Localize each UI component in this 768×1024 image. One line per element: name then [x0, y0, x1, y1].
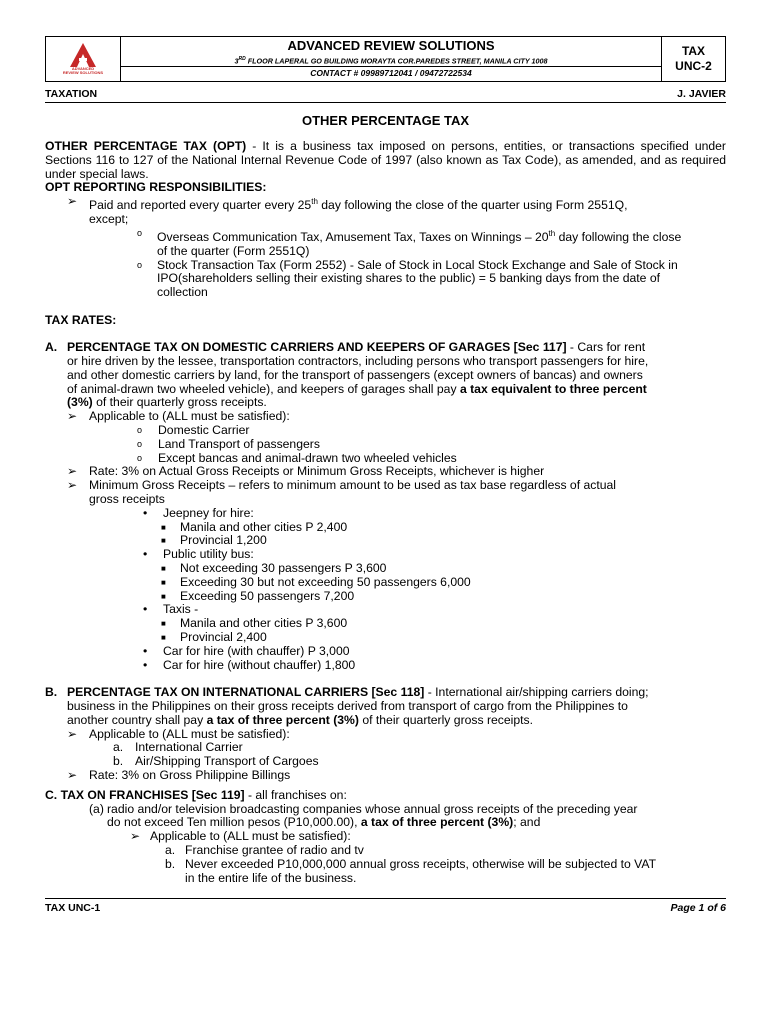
franchise-item-cont: do not exceed Ten million pesos (P10,000.00), a tax of three percent (3%); and: [107, 815, 541, 830]
logo-text-1: ADVANCED: [71, 66, 95, 71]
section-a: A. PERCENTAGE TAX ON DOMESTIC CARRIERS AND KEEPERS OF GARAGES [Sec 117] - Cars for rent: [45, 340, 646, 355]
rate-item: ➢ Rate: 3% on Gross Philippine Billings: [67, 767, 291, 782]
requirement-item: a. International Carrier: [113, 740, 243, 755]
vehicle-category: • Car for hire (without chauffer) 1,800: [143, 657, 356, 672]
section-a-text: and other domestic carriers by land, for the transport of passengers (except owners of bancas) and owners: [67, 367, 643, 382]
vehicle-category: • Car for hire (with chauffer) P 3,000: [143, 643, 350, 658]
company-contact: CONTACT # 09989712041 / 09472722534: [310, 68, 472, 79]
author-label: J. JAVIER: [677, 88, 726, 100]
reporting-heading: OPT REPORTING RESPONSIBILITIES:: [45, 180, 267, 195]
requirement-item: o Domestic Carrier: [137, 423, 250, 438]
reporting-item: ➢ Paid and reported every quarter every 25th day following the close of the quarter using Form 2551Q,: [67, 194, 628, 213]
reporting-item-cont: except;: [89, 212, 129, 227]
franchise-item: (a) radio and/or television broadcasting companies whose annual gross receipts of the preceding year: [89, 801, 638, 816]
applicable-item: ➢ Applicable to (ALL must be satisfied):: [67, 409, 290, 424]
requirement-item: o Land Transport of passengers: [137, 436, 320, 451]
letterhead: [45, 36, 726, 82]
requirement-item: o Except bancas and animal-drawn two wheeled vehicles: [137, 450, 457, 465]
reporting-subitem: o Overseas Communication Tax, Amusement Tax, Taxes on Winnings – 20th day following the close: [137, 227, 682, 244]
rate-entry: ■ Exceeding 30 but not exceeding 50 passengers 6,000: [161, 574, 471, 589]
reporting-subitem-cont: of the quarter (Form 2551Q): [157, 243, 310, 258]
subject-label: TAXATION: [45, 88, 98, 100]
footer-doc-code: TAX UNC-1: [45, 902, 101, 914]
company-name: ADVANCED REVIEW SOLUTIONS: [287, 38, 495, 53]
company-logo: [46, 37, 121, 81]
rate-entry: ■ Provincial 2,400: [161, 630, 267, 645]
letterhead-center: [121, 37, 662, 81]
reporting-subitem-cont: collection: [157, 285, 208, 300]
section-a-text: or hire driven by the lessee, transportation contractors, including persons who transport passengers for hire,: [67, 354, 649, 369]
requirement-item: b. Never exceeded P10,000,000 annual gross receipts, otherwise will be subjected to VAT: [165, 856, 657, 871]
logo-text-2: REVIEW SOLUTIONS: [62, 70, 104, 75]
rate-entry: ■ Provincial 1,200: [161, 533, 267, 548]
section-b-text: another country shall pay a tax of three percent (3%) of their quarterly gross receipts.: [67, 712, 534, 727]
intro-paragraph: OTHER PERCENTAGE TAX (OPT) - It is a business tax imposed on persons, entities, or transactions specified under Sections 116 to 127 of the National Internal Revenue Code of 1997 (also known as Tax Code), as amended, and as required under special laws.: [45, 139, 726, 181]
rate-entry: ■ Manila and other cities P 3,600: [161, 616, 348, 631]
tax-rates-heading: TAX RATES:: [45, 312, 117, 327]
section-b-text: business in the Philippines on their gross receipts derived from transport of cargo from the Philippines to: [67, 699, 628, 713]
vehicle-category: • Public utility bus:: [143, 547, 254, 562]
page-title: OTHER PERCENTAGE TAX: [301, 113, 470, 128]
page-footer: [45, 898, 726, 914]
section-a-text: of animal-drawn two wheeled vehicle), and keepers of garages shall pay a tax equivalent to three percent: [67, 381, 647, 396]
applicable-item: ➢ Applicable to (ALL must be satisfied):: [130, 829, 351, 844]
mgr-item-cont: gross receipts: [89, 492, 165, 507]
requirement-item-cont: in the entire life of the business.: [185, 870, 357, 885]
requirement-item: b. Air/Shipping Transport of Cargoes: [113, 754, 319, 769]
requirement-item: a. Franchise grantee of radio and tv: [165, 842, 364, 857]
page-number: Page 1 of 6: [670, 902, 726, 914]
section-a-text: (3%) of their quarterly gross receipts.: [67, 395, 267, 410]
section-c: C. TAX ON FRANCHISES [Sec 119] - all franchises on:: [45, 787, 347, 802]
reporting-subitem: o Stock Transaction Tax (Form 2552) - Sale of Stock in Local Stock Exchange and Sale of Stock in: [137, 257, 678, 272]
rate-entry: ■ Not exceeding 30 passengers P 3,600: [161, 561, 387, 576]
company-address: 3RD FLOOR LAPERAL GO BUILDING MORAYTA COR.PAREDES STREET, MANILA CITY 1008: [121, 54, 661, 67]
vehicle-category: • Taxis -: [143, 602, 199, 617]
logo-a-icon: [70, 43, 96, 67]
document-code: [662, 37, 725, 81]
document-page: [45, 36, 726, 885]
vehicle-category: • Jeepney for hire:: [143, 505, 254, 520]
rate-entry: ■ Manila and other cities P 2,400: [161, 519, 348, 534]
reporting-subitem-cont: IPO(shareholders selling their existing shares to the public) = 5 banking days from the date of: [157, 271, 661, 286]
code-line-1: TAX: [681, 44, 706, 58]
section-b: B. PERCENTAGE TAX ON INTERNATIONAL CARRIERS [Sec 118] - International air/shipping carriers doing;: [45, 685, 649, 700]
applicable-item: ➢ Applicable to (ALL must be satisfied):: [67, 726, 290, 741]
rate-item: ➢ Rate: 3% on Actual Gross Receipts or Minimum Gross Receipts, whichever is higher: [67, 464, 545, 479]
code-line-2: UNC-2: [675, 59, 712, 73]
rate-entry: ■ Exceeding 50 passengers 7,200: [161, 588, 355, 603]
mgr-item: ➢ Minimum Gross Receipts – refers to minimum amount to be used as tax base regardless of actual: [67, 478, 616, 493]
subheader: [45, 88, 726, 103]
